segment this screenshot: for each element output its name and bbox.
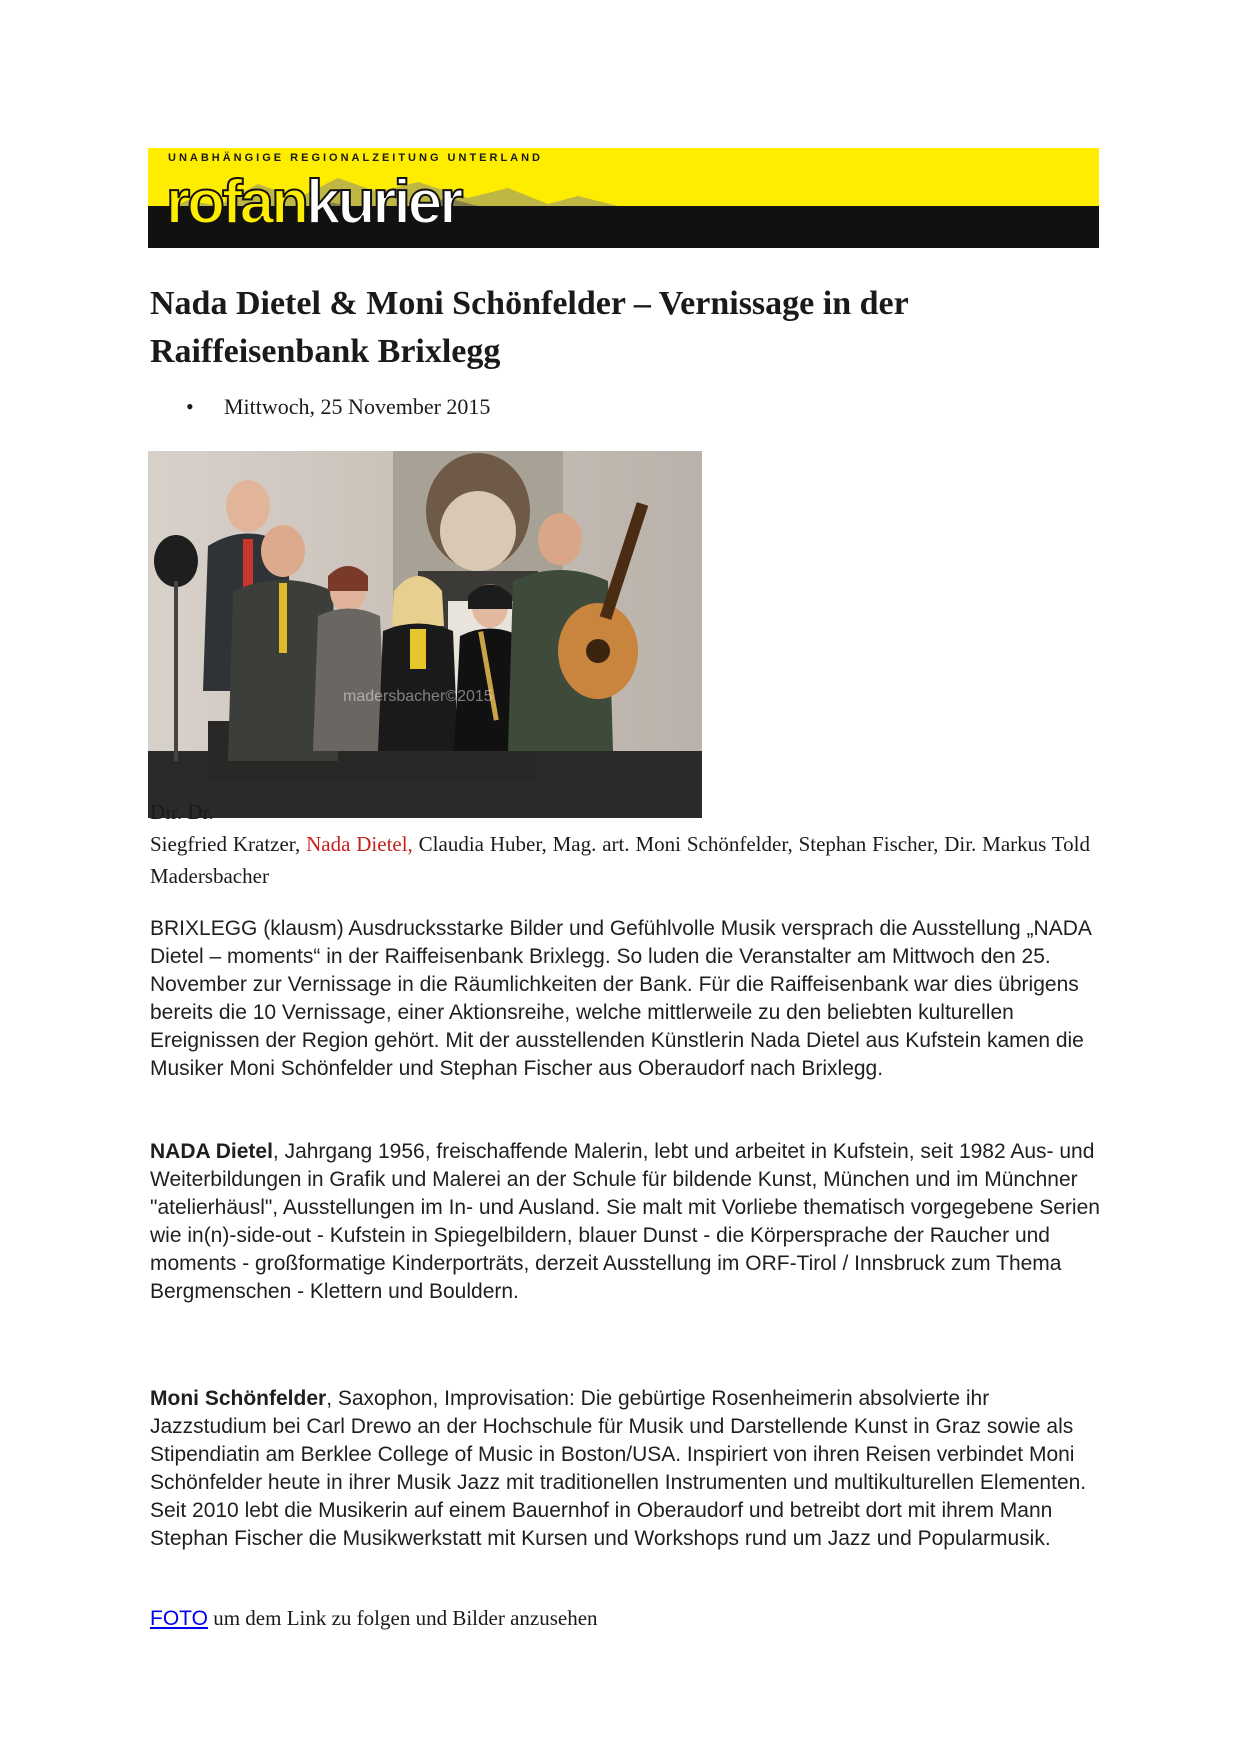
group-photo-illustration — [148, 451, 702, 818]
caption-lead: Dir. Dr. — [150, 800, 214, 824]
paragraph-2-text: , Jahrgang 1956, freischaffende Malerin, lebt und arbeitet in Kufstein, seit 1982 Aus- und Weiterbildungen in Grafik und Malerei an der Schule für bildende Kunst, München und im Münchner "atelierhäusl", Ausstellungen im In- und Ausland. Sie malt mit Vorliebe thematisch vorgegebene Serien wie in(n)-side-out - Kufstein in Spiegelbildern, blauer Dunst - die Körpersprache der Raucher und moments - großformatige Kinderporträts, derzeit Ausstellung im ORF-Tirol / Innsbruck zum Thema Bergmenschen - Klettern und Bouldern. — [150, 1140, 1100, 1303]
masthead-banner — [148, 148, 1099, 248]
photo-watermark: madersbacher©2015 — [343, 688, 493, 705]
caption-part2: Claudia Huber, Mag. art. Moni Schönfelder, Stephan Fischer, Dir. Markus Told Madersbacher — [150, 832, 1090, 888]
paragraph-3-text: , Saxophon, Improvisation: Die gebürtige Rosenheimerin absolvierte ihr Jazzstudium bei Carl Drewo an der Hochschule für Musik und Darstellende Kunst in Graz sowie als Stipendiatin am Berklee College of Music in Boston/USA. Inspiriert von ihren Reisen verbindet Moni Schönfelder heute in ihrer Musik Jazz mit traditionellen Instrumenten und multikulturellen Elementen. Seit 2010 lebt die Musikerin auf einem Bauernhof in Oberaudorf und betreibt dort mit ihrem Mann Stephan Fischer die Musikwerkstatt mit Kursen und Workshops rund um Jazz und Popularmusik. — [150, 1387, 1087, 1550]
foto-link[interactable]: FOTO — [150, 1607, 208, 1630]
masthead-logo[interactable] — [166, 168, 461, 237]
foto-link-text: um dem Link zu folgen und Bilder anzusehen — [207, 1606, 598, 1630]
caption-part1: Siegfried Kratzer, — [150, 832, 307, 856]
article-date-text: Mittwoch, 25 November 2015 — [224, 394, 491, 419]
logo-word-rofan: rofan — [166, 168, 306, 237]
article-photo[interactable] — [148, 451, 702, 818]
bullet-icon: • — [186, 394, 194, 419]
article-title: Nada Dietel & Moni Schönfelder – Vernissage in der Raiffeisenbank Brixlegg — [150, 285, 909, 370]
caption-highlight: Nada Dietel, — [306, 832, 413, 856]
article-paragraph-2 — [150, 1138, 1110, 1305]
foto-link-line — [150, 1606, 598, 1631]
article-paragraph-3 — [150, 1385, 1110, 1552]
masthead-tagline: UNABHÄNGIGE REGIONALZEITUNG UNTERLAND — [168, 152, 543, 164]
logo-word-kurier: kurier — [306, 168, 461, 237]
article-paragraph-1: BRIXLEGG (klausm) Ausdrucksstarke Bilder und Gefühlvolle Musik versprach die Ausstellung „NADA Dietel – moments“ in der Raiffeisenbank Brixlegg. So luden die Veranstalter am Mittwoch den 25. November zur Vernissage in die Räumlichkeiten der Bank. Für die Raiffeisenbank war dies übrigens bereits die 10 Vernissage, einer Aktionsreihe, welche mittlerweile zu den beliebten kulturellen Ereignissen der Region gehört. Mit der ausstellenden Künstlerin Nada Dietel aus Kufstein kamen die Musiker Moni Schönfelder und Stephan Fischer aus Oberaudorf nach Brixlegg. — [150, 917, 1091, 1080]
photo-caption — [150, 796, 1090, 892]
paragraph-3-bold-name: Moni Schönfelder — [150, 1387, 327, 1410]
paragraph-2-bold-name: NADA Dietel — [150, 1140, 273, 1163]
